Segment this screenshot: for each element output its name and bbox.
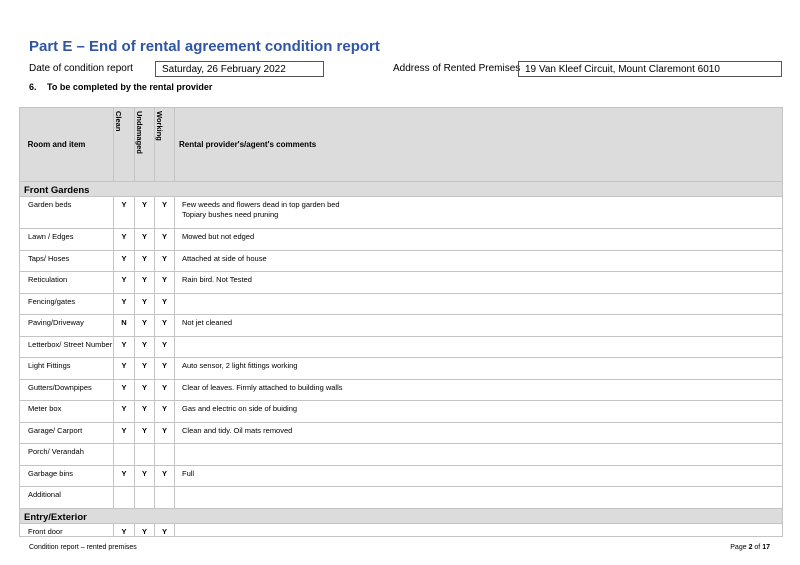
clean-cell[interactable]: Y	[114, 523, 135, 536]
table-row	[20, 401, 783, 423]
working-cell[interactable]: Y	[155, 358, 175, 380]
page-of: of	[752, 544, 763, 551]
working-cell[interactable]: Y	[155, 401, 175, 423]
undamaged-cell[interactable]: Y	[135, 336, 155, 358]
table-row	[20, 444, 783, 466]
clean-cell[interactable]	[114, 487, 135, 509]
undamaged-cell[interactable]: Y	[135, 229, 155, 251]
clean-cell[interactable]: Y	[114, 358, 135, 380]
room-item: Garage/ Carport	[20, 422, 114, 444]
working-cell[interactable]: Y	[155, 315, 175, 337]
undamaged-cell[interactable]: Y	[135, 272, 155, 294]
header-room: Room and item	[20, 108, 114, 182]
clean-cell[interactable]: Y	[114, 465, 135, 487]
section-row	[20, 182, 783, 197]
header-working-label: Working	[155, 111, 164, 141]
room-item: Taps/ Hoses	[20, 250, 114, 272]
room-item: Light Fittings	[20, 358, 114, 380]
comment-cell[interactable]: Auto sensor, 2 light fittings working	[175, 358, 783, 380]
comment-cell[interactable]: Mowed but not edged	[175, 229, 783, 251]
header-clean-label: Clean	[114, 111, 123, 132]
page-prefix: Page	[730, 544, 749, 551]
working-cell[interactable]	[155, 444, 175, 466]
room-item: Garbage bins	[20, 465, 114, 487]
table-row	[20, 229, 783, 251]
section-heading	[29, 82, 212, 92]
clean-cell[interactable]: Y	[114, 379, 135, 401]
comment-cell[interactable]: Not jet cleaned	[175, 315, 783, 337]
comment-cell[interactable]: Clear of leaves. Firmly attached to building walls	[175, 379, 783, 401]
comment-cell[interactable]	[175, 336, 783, 358]
working-cell[interactable]: Y	[155, 197, 175, 229]
page-current: 2	[748, 544, 753, 551]
table-row	[20, 272, 783, 294]
condition-table	[19, 107, 783, 537]
table-row	[20, 379, 783, 401]
header-working	[155, 108, 175, 182]
comment-cell[interactable]	[175, 487, 783, 509]
table-body	[20, 182, 783, 537]
address-field[interactable]: 19 Van Kleef Circuit, Mount Claremont 6010	[518, 61, 782, 77]
undamaged-cell[interactable]: Y	[135, 250, 155, 272]
undamaged-cell[interactable]: Y	[135, 379, 155, 401]
table-header-row	[20, 108, 783, 182]
date-label: Date of condition report	[29, 63, 133, 74]
room-item: Gutters/Downpipes	[20, 379, 114, 401]
undamaged-cell[interactable]: Y	[135, 293, 155, 315]
working-cell[interactable]: Y	[155, 465, 175, 487]
section-row	[20, 508, 783, 523]
undamaged-cell[interactable]: Y	[135, 523, 155, 536]
page-number	[730, 544, 770, 551]
comment-cell[interactable]	[175, 197, 783, 229]
room-item: Fencing/gates	[20, 293, 114, 315]
undamaged-cell[interactable]: Y	[135, 422, 155, 444]
room-item: Porch/ Verandah	[20, 444, 114, 466]
comment-cell[interactable]: Gas and electric on side of buiding	[175, 401, 783, 423]
room-item: Paving/Driveway	[20, 315, 114, 337]
undamaged-cell[interactable]: Y	[135, 197, 155, 229]
address-label: Address of Rented Premises	[393, 63, 521, 74]
room-item: Front door	[20, 523, 114, 536]
section-name: Front Gardens	[20, 182, 783, 197]
undamaged-cell[interactable]: Y	[135, 315, 155, 337]
room-item: Additional	[20, 487, 114, 509]
working-cell[interactable]: Y	[155, 379, 175, 401]
comment-cell[interactable]: Full	[175, 465, 783, 487]
comment-cell[interactable]	[175, 523, 783, 536]
clean-cell[interactable]: Y	[114, 229, 135, 251]
header-undamaged	[135, 108, 155, 182]
clean-cell[interactable]: Y	[114, 293, 135, 315]
table-row	[20, 336, 783, 358]
working-cell[interactable]: Y	[155, 250, 175, 272]
clean-cell[interactable]: Y	[114, 401, 135, 423]
page-total: 17	[762, 544, 770, 551]
working-cell[interactable]: Y	[155, 422, 175, 444]
table-row	[20, 250, 783, 272]
section-name: Entry/Exterior	[20, 508, 783, 523]
section-text: To be completed by the rental provider	[47, 82, 213, 92]
header-clean	[114, 108, 135, 182]
table-row	[20, 358, 783, 380]
clean-cell[interactable]: Y	[114, 336, 135, 358]
header-comments: Rental provider's/agent's comments	[175, 108, 783, 182]
table-row	[20, 197, 783, 229]
table-row	[20, 523, 783, 536]
comment-cell[interactable]	[175, 444, 783, 466]
room-item: Reticulation	[20, 272, 114, 294]
comment-cell[interactable]: Clean and tidy. Oil mats removed	[175, 422, 783, 444]
table-row	[20, 293, 783, 315]
clean-cell[interactable]: Y	[114, 250, 135, 272]
clean-cell[interactable]: Y	[114, 197, 135, 229]
footer-left: Condition report – rented premises	[29, 544, 137, 551]
table-row	[20, 487, 783, 509]
working-cell[interactable]: Y	[155, 523, 175, 536]
room-item: Lawn / Edges	[20, 229, 114, 251]
comment-line: Few weeds and flowers dead in top garden bed	[182, 200, 340, 209]
section-number: 6.	[29, 82, 37, 92]
working-cell[interactable]: Y	[155, 272, 175, 294]
undamaged-cell[interactable]: Y	[135, 358, 155, 380]
undamaged-cell[interactable]: Y	[135, 465, 155, 487]
undamaged-cell[interactable]	[135, 487, 155, 509]
working-cell[interactable]: Y	[155, 293, 175, 315]
room-item: Meter box	[20, 401, 114, 423]
room-item: Letterbox/ Street Number	[20, 336, 114, 358]
working-cell[interactable]: Y	[155, 336, 175, 358]
table-row	[20, 465, 783, 487]
date-field[interactable]: Saturday, 26 February 2022	[155, 61, 324, 77]
table-row	[20, 315, 783, 337]
header-undamaged-label: Undamaged	[135, 111, 144, 154]
undamaged-cell[interactable]: Y	[135, 401, 155, 423]
clean-cell[interactable]: Y	[114, 422, 135, 444]
room-item: Garden beds	[20, 197, 114, 229]
clean-cell[interactable]: N	[114, 315, 135, 337]
comment-cell[interactable]	[175, 293, 783, 315]
comment-cell[interactable]: Rain bird. Not Tested	[175, 272, 783, 294]
table-row	[20, 422, 783, 444]
comment-line: Topiary bushes need pruning	[182, 210, 279, 219]
clean-cell[interactable]	[114, 444, 135, 466]
working-cell[interactable]: Y	[155, 229, 175, 251]
page-title: Part E – End of rental agreement condition report	[29, 38, 380, 55]
working-cell[interactable]	[155, 487, 175, 509]
comment-cell[interactable]: Attached at side of house	[175, 250, 783, 272]
undamaged-cell[interactable]	[135, 444, 155, 466]
clean-cell[interactable]: Y	[114, 272, 135, 294]
